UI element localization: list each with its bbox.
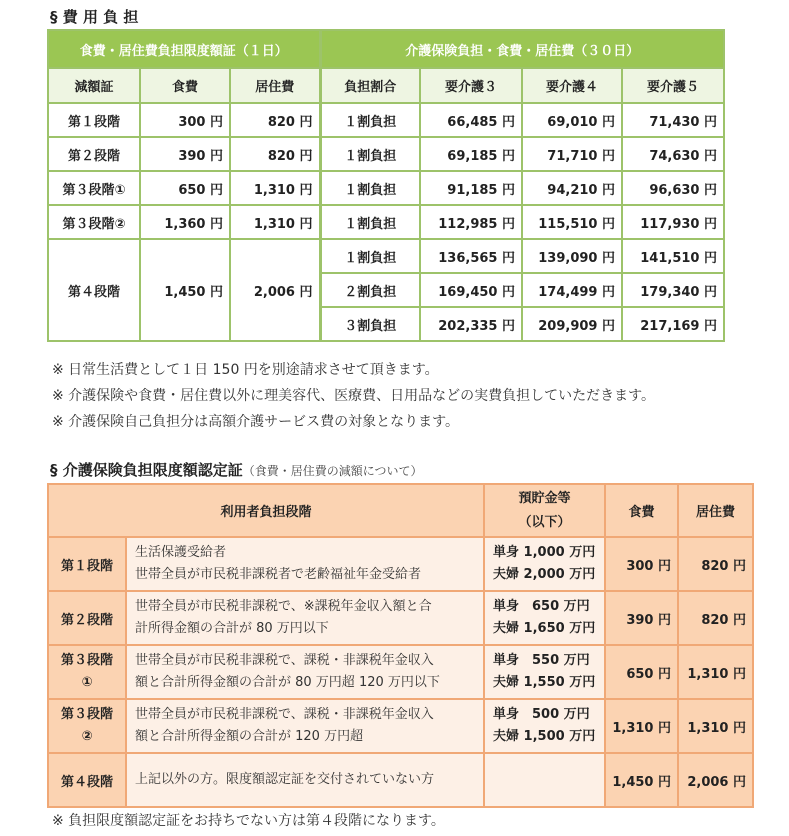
ratio-cell: １割負担 [320,103,420,137]
certificate-table [47,483,754,808]
table-row [48,171,724,205]
care4-cell: 115,510 円 [522,205,622,239]
stay-cell: 1,310 円 [678,645,753,699]
care4-cell: 174,499 円 [522,273,622,307]
stage-cell: 第４段階 [48,239,140,341]
care3-cell: 66,485 円 [420,103,522,137]
stay-cell: 1,310 円 [230,171,320,205]
table-row [48,103,724,137]
section-subtitle: （食費・居住費の減額について） [242,464,423,478]
note-line: ※ 介護保険自己負担分は高額介護サービス費の対象となります。 [52,414,460,430]
care5-cell: 217,169 円 [622,307,724,341]
deposit-cell: 単身 500 万円 夫婦 1,500 万円 [484,699,605,753]
note-line: ※ 介護保険や食費・居住費以外に理美容代、医療費、日用品などの実費負担していただきます。 [52,388,656,404]
col-header: 要介護５ [622,68,724,103]
stage-cell: 第３段階② [48,205,140,239]
stay-cell: 820 円 [678,537,753,591]
food-cell: 650 円 [605,645,678,699]
stay-cell: 2,006 円 [230,239,320,341]
stay-cell: 820 円 [678,591,753,645]
table-row [48,699,753,753]
food-cell: 300 円 [605,537,678,591]
table-row [48,645,753,699]
notes-fees [52,357,655,435]
table-row [48,205,724,239]
food-cell: 390 円 [605,591,678,645]
ratio-cell: １割負担 [320,171,420,205]
deposit-cell [484,753,605,807]
group-header-monthly: 介護保険負担・食費・居住費（３０日） [320,30,724,68]
description-cell: 世帯全員が市民税非課税で、課税・非課税年金収入 額と合計所得金額の合計が 120 万円超 [126,699,484,753]
care5-cell: 96,630 円 [622,171,724,205]
description-cell: 上記以外の方。限度額認定証を交付されていない方 [126,753,484,807]
care5-cell: 74,630 円 [622,137,724,171]
care3-cell: 112,985 円 [420,205,522,239]
food-cell: 1,450 円 [140,239,230,341]
notes-certificate [52,808,445,834]
stay-cell: 1,310 円 [678,699,753,753]
care3-cell: 91,185 円 [420,171,522,205]
header-deposit-line2: （以下） [518,514,571,530]
header-stay: 居住費 [678,484,753,537]
care4-cell: 209,909 円 [522,307,622,341]
stay-cell: 1,310 円 [230,205,320,239]
section-title-fees: § 費 用 負 担 [50,8,139,26]
food-cell: 300 円 [140,103,230,137]
care3-cell: 69,185 円 [420,137,522,171]
stay-cell: 820 円 [230,137,320,171]
fee-table [47,29,725,342]
col-header: 負担割合 [320,68,420,103]
care4-cell: 139,090 円 [522,239,622,273]
care5-cell: 179,340 円 [622,273,724,307]
care3-cell: 202,335 円 [420,307,522,341]
care4-cell: 69,010 円 [522,103,622,137]
header-deposit-line1: 預貯金等 [518,490,571,506]
ratio-cell: １割負担 [320,205,420,239]
stage-cell: 第３段階 ① [48,645,126,699]
description-cell: 世帯全員が市民税非課税で、課税・非課税年金収入 額と合計所得金額の合計が 80 万円超 120 万円以下 [126,645,484,699]
care4-cell: 71,710 円 [522,137,622,171]
ratio-cell: ３割負担 [320,307,420,341]
care5-cell: 71,430 円 [622,103,724,137]
care5-cell: 117,930 円 [622,205,724,239]
stage-cell: 第４段階 [48,753,126,807]
col-header: 居住費 [230,68,320,103]
care4-cell: 94,210 円 [522,171,622,205]
stage-cell: 第２段階 [48,591,126,645]
deposit-cell: 単身 550 万円 夫婦 1,550 万円 [484,645,605,699]
ratio-cell: １割負担 [320,239,420,273]
food-cell: 1,450 円 [605,753,678,807]
header-deposit [484,484,605,537]
stage-cell: 第１段階 [48,103,140,137]
care3-cell: 136,565 円 [420,239,522,273]
col-header: 食費 [140,68,230,103]
header-food: 食費 [605,484,678,537]
food-cell: 1,310 円 [605,699,678,753]
stage-cell: 第１段階 [48,537,126,591]
deposit-cell: 単身 1,000 万円 夫婦 2,000 万円 [484,537,605,591]
food-cell: 1,360 円 [140,205,230,239]
table-row [48,537,753,591]
section-title-certificate [50,459,423,480]
col-header: 減額証 [48,68,140,103]
table-row [48,591,753,645]
col-header: 要介護４ [522,68,622,103]
ratio-cell: １割負担 [320,137,420,171]
stage-cell: 第３段階① [48,171,140,205]
group-header-limit: 食費・居住費負担限度額証（１日） [48,30,320,68]
table-row [48,137,724,171]
stage-cell: 第２段階 [48,137,140,171]
food-cell: 650 円 [140,171,230,205]
stay-cell: 2,006 円 [678,753,753,807]
stay-cell: 820 円 [230,103,320,137]
stage-cell: 第３段階 ② [48,699,126,753]
note-line: ※ 日常生活費として１日 150 円を別途請求させて頂きます。 [52,362,439,378]
care5-cell: 141,510 円 [622,239,724,273]
description-cell: 世帯全員が市民税非課税で、※課税年金収入額と合 計所得金額の合計が 80 万円以下 [126,591,484,645]
food-cell: 390 円 [140,137,230,171]
deposit-cell: 単身 650 万円 夫婦 1,650 万円 [484,591,605,645]
header-stage: 利用者負担段階 [48,484,484,537]
col-header: 要介護３ [420,68,522,103]
section-title-text: § 介護保険負担限度額認定証 [50,461,243,479]
care3-cell: 169,450 円 [420,273,522,307]
ratio-cell: ２割負担 [320,273,420,307]
note-line: ※ 負担限度額認定証をお持ちでない方は第４段階になります。 [52,813,445,829]
description-cell: 生活保護受給者 世帯全員が市民税非課税者で老齢福祉年金受給者 [126,537,484,591]
table-row [48,239,724,273]
table-row [48,753,753,807]
